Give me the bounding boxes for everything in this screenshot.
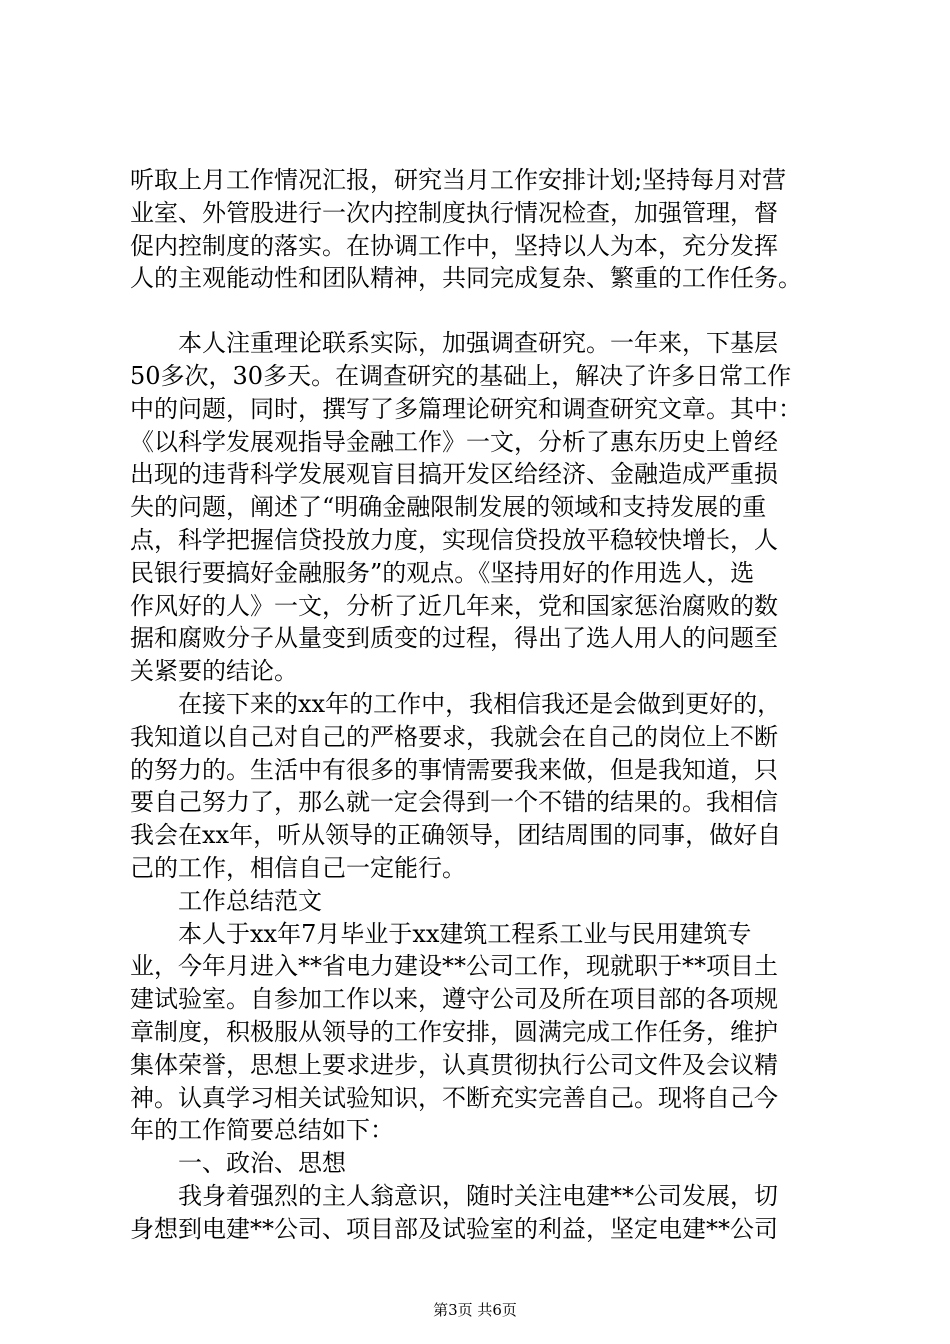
text-line: 神。认真学习相关试验知识，不断充实完善自己。现将自己今 [130,1083,778,1112]
page-footer: 第3页 共6页 [433,1301,517,1319]
text-line: 关紧要的结论。 [130,657,298,686]
text-line: 集体荣誉，思想上要求进步，认真贯彻执行公司文件及会议精 [130,1050,778,1079]
text-line: 失的问题，阐述了“明确金融限制发展的领域和支持发展的重 [130,493,767,522]
text-line: 民银行要搞好金融服务”的观点。《坚持用好的作用选人，选 [130,558,755,587]
text-line: 人的主观能动性和团队精神，共同完成复杂、繁重的工作任务。 [130,264,802,293]
text-line: 中的问题，同时，撰写了多篇理论研究和调查研究文章。其中： [130,394,802,423]
text-line: 本人注重理论联系实际，加强调查研究。一年来，下基层 [130,329,778,358]
text-line: 业室、外管股进行一次内控制度执行情况检查，加强管理，督 [130,198,778,227]
text-line: 我身着强烈的主人翁意识，随时关注电建**公司发展，切 [130,1181,778,1210]
text-line: 本人于xx年7月毕业于xx建筑工程系工业与民用建筑专 [130,919,752,948]
text-line: 50多次，30多天。在调查研究的基础上，解决了许多日常工作 [130,361,792,390]
text-line: 业，今年月进入**省电力建设**公司工作，现就职于**项目土 [130,952,778,981]
text-line: 身想到电建**公司、项目部及试验室的利益，坚定电建**公司 [130,1214,778,1243]
text-line: 要自己努力了，那么就一定会得到一个不错的结果的。我相信 [130,788,778,817]
text-line: 建试验室。自参加工作以来，遵守公司及所在项目部的各项规 [130,985,778,1014]
document-body [130,164,850,1246]
text-line: 章制度，积极服从领导的工作安排，圆满完成工作任务，维护 [130,1017,778,1046]
text-line: 一、政治、思想 [130,1149,346,1178]
text-line: 促内控制度的落实。在协调工作中，坚持以人为本，充分发挥 [130,231,778,260]
text-line: 我知道以自己对自己的严格要求，我就会在自己的岗位上不断 [130,722,778,751]
text-line: 我会在xx年，听从领导的正确领导，团结周围的同事，做好自 [130,821,782,850]
text-line: 作风好的人》一文，分析了近几年来，党和国家惩治腐败的数 [130,591,778,620]
paragraph-block-2 [130,327,850,1245]
text-line: 在接下来的xx年的工作中，我相信我还是会做到更好的， [130,689,782,718]
text-line: 听取上月工作情况汇报，研究当月工作安排计划;坚持每月对营 [130,166,787,194]
paragraph-block-1 [130,164,850,295]
text-line: 出现的违背科学发展观盲目搞开发区给经济、金融造成严重损 [130,460,778,489]
text-line: 《以科学发展观指导金融工作》一文，分析了惠东历史上曾经 [130,427,778,456]
text-line: 年的工作简要总结如下： [130,1116,394,1145]
text-line: 的努力的。生活中有很多的事情需要我来做，但是我知道，只 [130,755,778,784]
text-line: 据和腐败分子从量变到质变的过程，得出了选人用人的问题至 [130,624,778,653]
paragraph-gap [130,295,850,327]
text-line: 己的工作，相信自己一定能行。 [130,853,466,882]
text-line: 点，科学把握信贷投放力度，实现信贷投放平稳较快增长，人 [130,525,778,554]
text-line: 工作总结范文 [130,886,322,915]
